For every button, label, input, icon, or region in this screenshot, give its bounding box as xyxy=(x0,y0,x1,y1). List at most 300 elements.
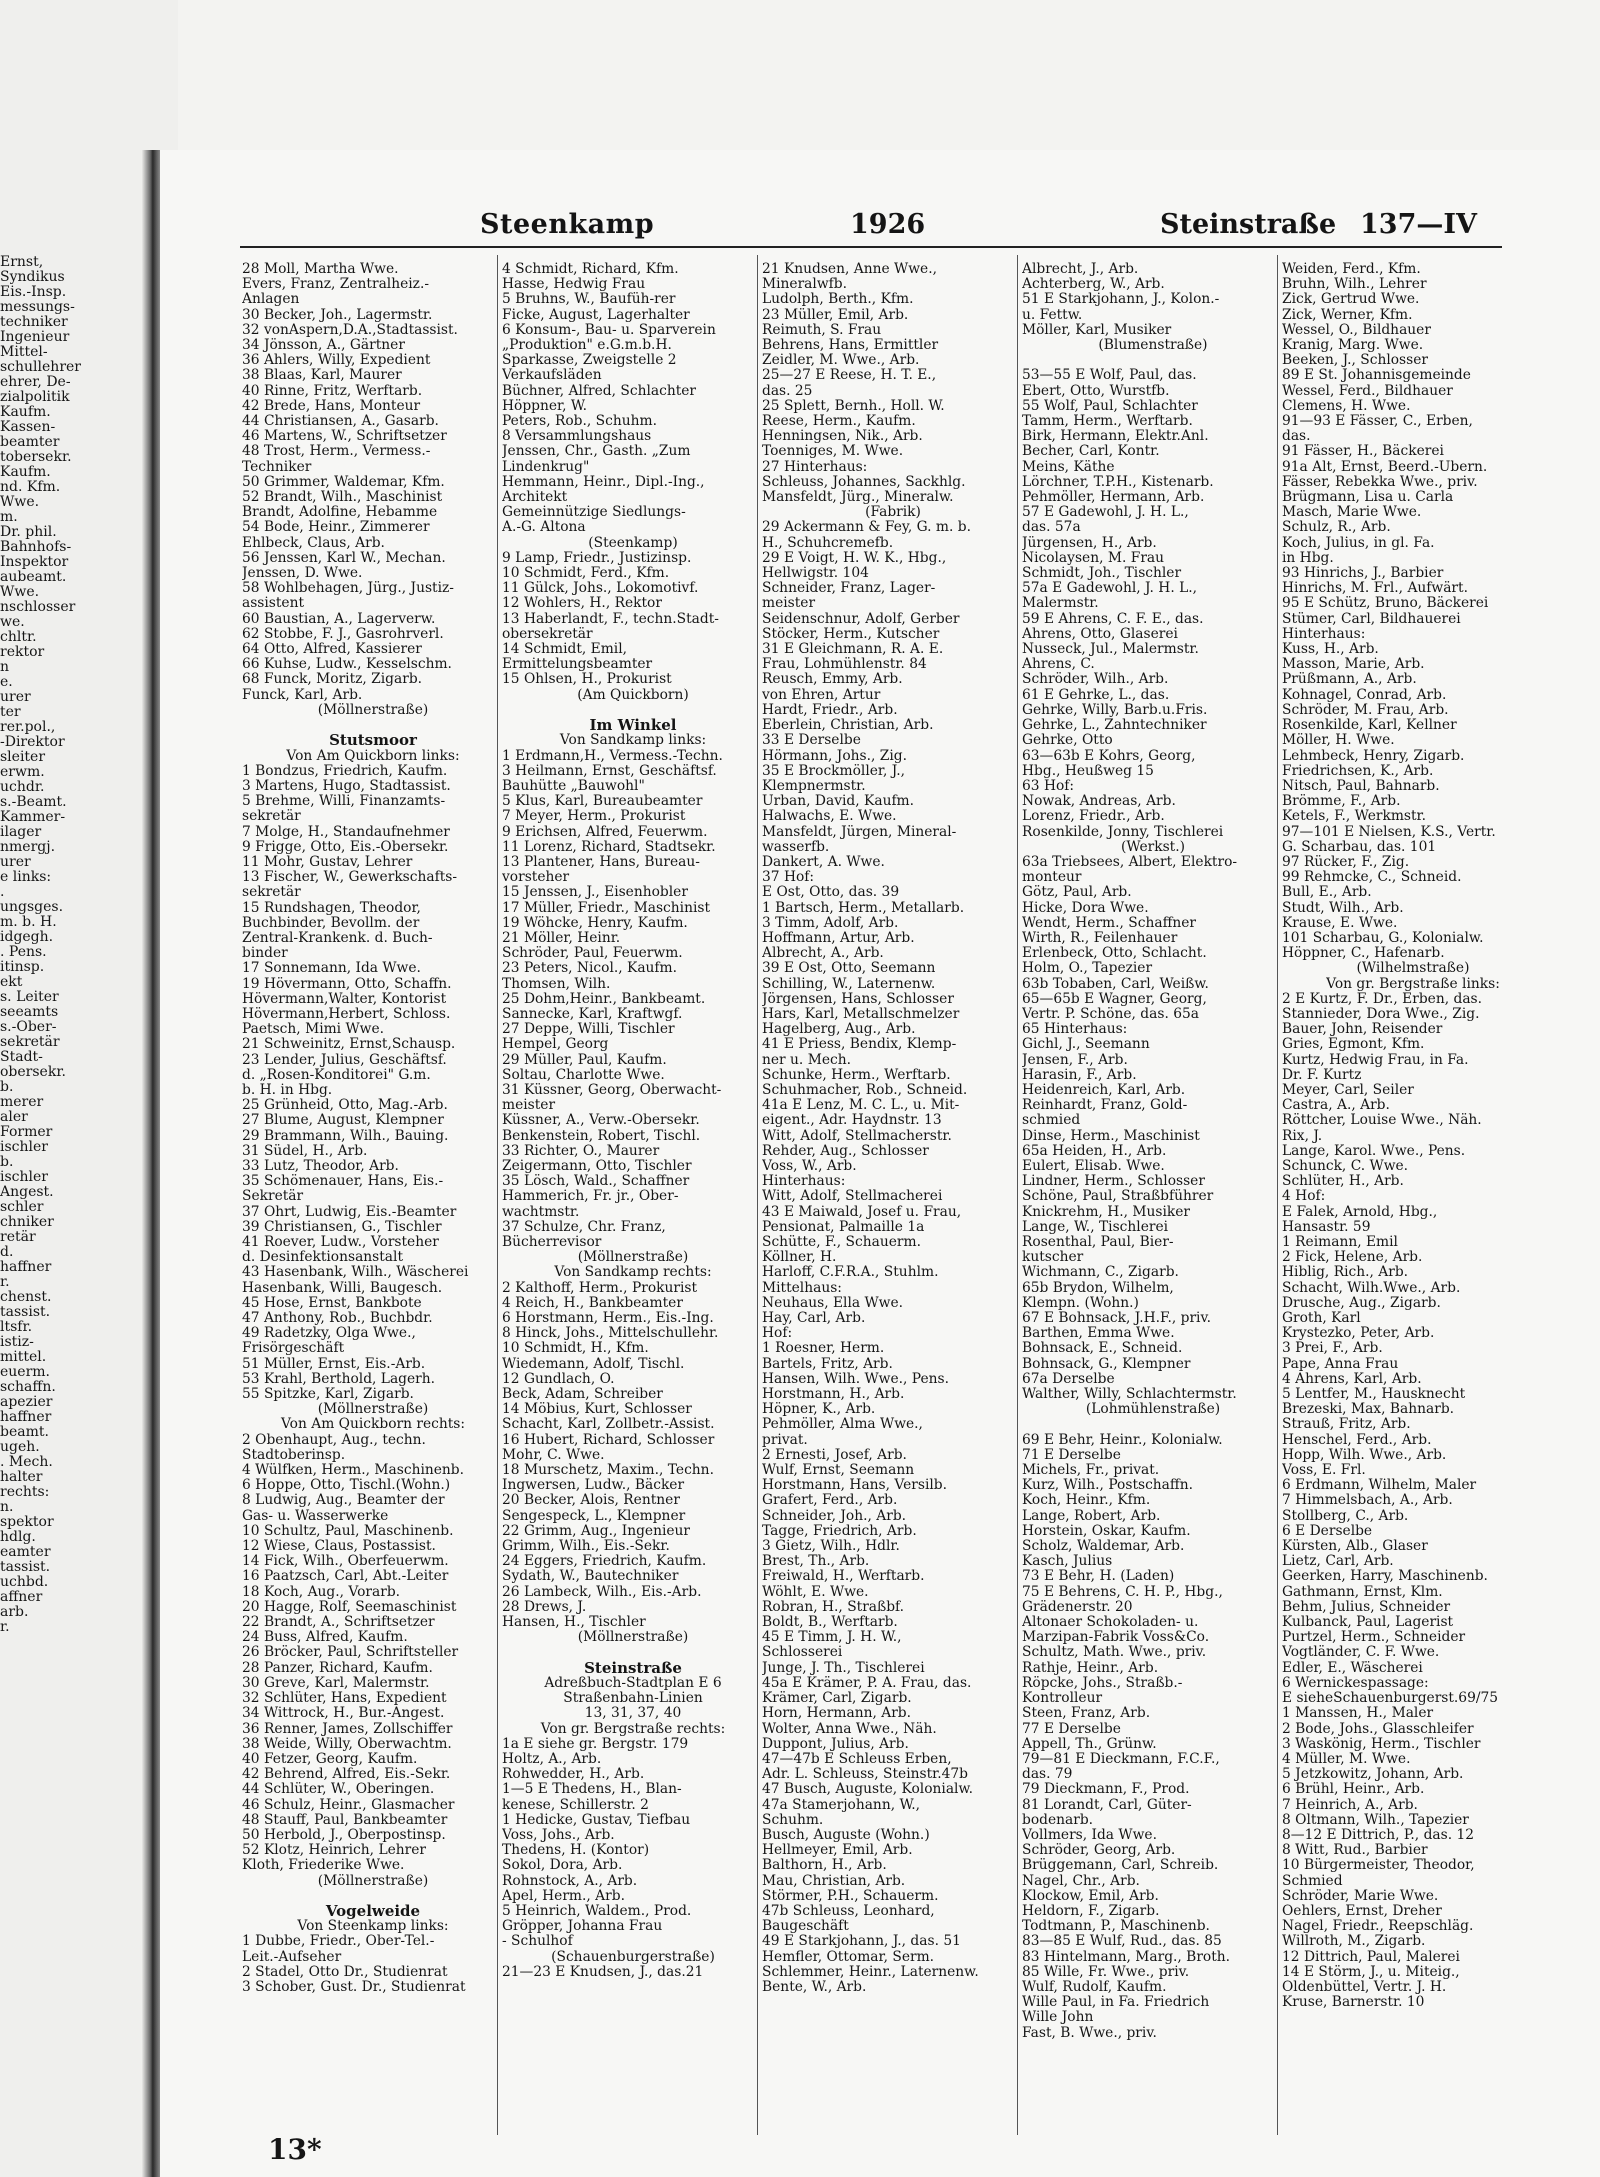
directory-entry: 97—101 E Nielsen, K.S., Vertr. xyxy=(1282,824,1496,840)
directory-entry: Nagel, Friedr., Reepschläg. xyxy=(1282,1919,1474,1935)
left-page-line: nd. Kfm. xyxy=(0,480,61,495)
directory-entry: Von gr. Bergstraße rechts: xyxy=(540,1721,726,1737)
directory-entry: Hellmeyer, Emil, Arb. xyxy=(762,1843,913,1859)
left-page-line: tassist. xyxy=(0,1305,51,1320)
directory-entry: 41a E Lenz, M. C. L., u. Mit- xyxy=(762,1098,960,1114)
directory-entry: (Blumenstraße) xyxy=(1098,338,1208,354)
directory-entry: kutscher xyxy=(1022,1250,1084,1266)
directory-entry: Lörchner, T.P.H., Kistenarb. xyxy=(1022,474,1214,490)
directory-entry: Bohnsack, G., Klempner xyxy=(1022,1356,1191,1372)
left-page-line: euerm. xyxy=(0,1365,51,1380)
directory-entry: Krause, E. Wwe. xyxy=(1282,915,1398,931)
directory-entry: Eberlein, Christian, Arb. xyxy=(762,718,934,734)
left-page-line: istiz- xyxy=(0,1335,34,1350)
left-page-line: schaffn. xyxy=(0,1380,56,1395)
directory-entry: G. Scharbau, das. 101 xyxy=(1282,839,1437,855)
directory-entry: Bente, W., Arb. xyxy=(762,1979,867,1995)
directory-entry: das. 25 xyxy=(762,383,813,399)
directory-entry: meister xyxy=(502,1098,556,1114)
directory-entry: 14 Möbius, Kurt, Schlosser xyxy=(502,1402,692,1418)
directory-entry: 64 Otto, Alfred, Kassierer xyxy=(242,642,422,658)
directory-entry: Stannieder, Dora Wwe., Zig. xyxy=(1282,1006,1480,1022)
directory-column-3 xyxy=(762,262,1024,2132)
left-page-line: uchdr. xyxy=(0,780,45,795)
directory-entry: (Fabrik) xyxy=(865,505,921,521)
directory-entry: privat. xyxy=(762,1432,808,1448)
directory-entry: 58 Wohlbehagen, Jürg., Justiz- xyxy=(242,581,454,597)
directory-entry: E Falek, Arnold, Hbg., xyxy=(1282,1204,1438,1220)
directory-entry: 85 Wille, Fr. Wwe., priv. xyxy=(1022,1964,1190,1980)
directory-entry: 3 Waskönig, Herm., Tischler xyxy=(1282,1736,1481,1752)
directory-entry: Büchner, Alfred, Schlachter xyxy=(502,383,697,399)
directory-entry: (Am Quickborn) xyxy=(577,687,689,703)
directory-entry xyxy=(1022,1417,1284,1432)
directory-entry: Halwachs, E. Wwe. xyxy=(762,809,897,825)
directory-entry: 71 E Derselbe xyxy=(1022,1447,1121,1463)
directory-entry: Wessel, Ferd., Bildhauer xyxy=(1282,383,1453,399)
directory-entry: 50 Grimmer, Waldemar, Kfm. xyxy=(242,474,445,490)
directory-entry: Brügmann, Lisa u. Carla xyxy=(1282,490,1454,506)
directory-entry: Clemens, H. Wwe. xyxy=(1282,398,1411,414)
directory-entry: 32 Schlüter, Hans, Expedient xyxy=(242,1691,447,1707)
directory-entry: Wendt, Herm., Schaffner xyxy=(1022,915,1197,931)
directory-entry: 7 Molge, H., Standaufnehmer xyxy=(242,824,450,840)
directory-entry: Robran, H., Straßbf. xyxy=(762,1599,905,1615)
directory-entry: 4 Hof: xyxy=(1282,1189,1326,1205)
left-page-line: idgegh. xyxy=(0,930,54,945)
directory-entry: 6 Erdmann, Wilhelm, Maler xyxy=(1282,1478,1477,1494)
directory-entry: 13 Haberlandt, F., techn.Stadt- xyxy=(502,611,719,627)
directory-entry: Rohwedder, H., Arb. xyxy=(502,1767,645,1783)
left-page-line: . Mech. xyxy=(0,1455,53,1470)
directory-entry: Walther, Willy, Schlachtermstr. xyxy=(1022,1387,1237,1403)
directory-entry: Rix, J. xyxy=(1282,1128,1323,1144)
directory-entry: Schacht, Wilh.Wwe., Arb. xyxy=(1282,1280,1461,1296)
directory-entry: Vertr. P. Schöne, das. 65a xyxy=(1022,1006,1199,1022)
header-page-number: 137—IV xyxy=(1360,209,1477,240)
directory-entry: 2 E Kurtz, F. Dr., Erben, das. xyxy=(1282,991,1483,1007)
directory-entry: Erlenbeck, Otto, Schlacht. xyxy=(1022,946,1207,962)
directory-entry: Altonaer Schokoladen- u. xyxy=(1022,1615,1199,1631)
directory-entry: Toenniges, M. Wwe. xyxy=(762,444,904,460)
directory-entry: Höpner, K., Arb. xyxy=(762,1402,876,1418)
left-page-line: beamt. xyxy=(0,1425,49,1440)
directory-entry: Duppont, Julius, Arb. xyxy=(762,1736,909,1752)
directory-entry: Hiblig, Rich., Arb. xyxy=(1282,1265,1409,1281)
directory-entry: 37 Schulze, Chr. Franz, xyxy=(502,1219,666,1235)
directory-entry: Kruse, Barnerstr. 10 xyxy=(1282,1995,1425,2011)
directory-entry: Steen, Franz, Arb. xyxy=(1022,1706,1151,1722)
directory-entry: Stöcker, Herm., Kutscher xyxy=(762,626,940,642)
directory-entry: - Schulhof xyxy=(502,1934,573,1950)
left-page-line: e links: xyxy=(0,870,52,885)
directory-entry: 46 Schulz, Heinr., Glasmacher xyxy=(242,1797,455,1813)
directory-entry: 44 Schlüter, W., Oberingen. xyxy=(242,1782,435,1798)
directory-entry: Kloth, Friederike Wwe. xyxy=(242,1858,405,1874)
directory-entry: 25 Dohm,Heinr., Bankbeamt. xyxy=(502,991,706,1007)
directory-entry: 34 Wittrock, H., Bur.-Angest. xyxy=(242,1706,445,1722)
directory-entry: Lorenz, Friedr., Arb. xyxy=(1022,809,1165,825)
directory-entry: Mohr, C. Wwe. xyxy=(502,1447,605,1463)
directory-entry: Brömme, F., Arb. xyxy=(1282,794,1401,810)
left-page-line: ungsges. xyxy=(0,900,64,915)
directory-entry: Schlosserei xyxy=(762,1645,843,1661)
left-page-line: d. xyxy=(0,1245,14,1260)
directory-entry: Wulf, Rudolf, Kaufm. xyxy=(1022,1979,1167,1995)
left-page-line: rektor xyxy=(0,645,45,660)
left-page-line: itinsp. xyxy=(0,960,45,975)
directory-entry: 13 Fischer, W., Gewerkschafts- xyxy=(242,870,457,886)
directory-entry: Oldenbüttel, Vertr. J. H. xyxy=(1282,1979,1447,1995)
directory-entry: 99 Rehmcke, C., Schneid. xyxy=(1282,870,1462,886)
directory-entry: Rehder, Aug., Schlosser xyxy=(762,1143,929,1159)
directory-entry: das. xyxy=(1282,429,1311,445)
directory-entry: wasserfb. xyxy=(762,839,830,855)
directory-entry: Adreßbuch-Stadtplan E 6 xyxy=(544,1675,722,1691)
left-page-line: s.-Ober- xyxy=(0,1020,57,1035)
directory-entry: Lange, W., Tischlerei xyxy=(1022,1219,1169,1235)
left-page-line: seeamts xyxy=(0,1005,59,1020)
directory-entry: 33 E Derselbe xyxy=(762,733,861,749)
directory-entry: 8 Ludwig, Aug., Beamter der xyxy=(242,1493,445,1509)
directory-entry: Schulz, R., Arb. xyxy=(1282,520,1391,536)
left-page-line: haffner xyxy=(0,1410,52,1425)
directory-entry: 57 E Gadewohl, J. H. L., xyxy=(1022,505,1189,521)
directory-entry: Barthen, Emma Wwe. xyxy=(1022,1326,1175,1342)
directory-entry: Adr. L. Schleuss, Steinstr.47b xyxy=(762,1767,968,1783)
directory-entry: Ahrens, Otto, Glaserei xyxy=(1022,626,1178,642)
left-page-line: . xyxy=(0,885,5,900)
directory-entry: Grafert, Ferd., Arb. xyxy=(762,1493,898,1509)
directory-entry: Scholz, Waldemar, Arb. xyxy=(1022,1539,1185,1555)
directory-entry: Ketels, F., Werkmstr. xyxy=(1282,809,1427,825)
left-page-line: b. xyxy=(0,1080,14,1095)
directory-entry: Lange, Robert, Arb. xyxy=(1022,1508,1161,1524)
directory-entry: Mansfeldt, Jürgen, Mineral- xyxy=(762,824,957,840)
directory-entry: 91 Fässer, H., Bäckerei xyxy=(1282,444,1444,460)
directory-entry: Höppner, W. xyxy=(502,398,588,414)
directory-entry: Thedens, H. (Kontor) xyxy=(502,1843,650,1859)
directory-entry: Soltau, Charlotte Wwe. xyxy=(502,1067,665,1083)
directory-entry: 17 Müller, Friedr., Maschinist xyxy=(502,900,710,916)
directory-entry: Jensen, F., Arb. xyxy=(1022,1052,1128,1068)
directory-entry: Wichmann, C., Zigarb. xyxy=(1022,1265,1179,1281)
directory-entry: 89 E St. Johannisgemeinde xyxy=(1282,368,1471,384)
directory-entry: Neuhaus, Ella Wwe. xyxy=(762,1295,904,1311)
directory-entry: Sannecke, Karl, Kraftwgf. xyxy=(502,1006,683,1022)
left-page-line: uchbd. xyxy=(0,1575,49,1590)
directory-entry: Sparkasse, Zweigstelle 2 xyxy=(502,353,677,369)
directory-entry: 29 Ackermann & Fey, G. m. b. xyxy=(762,520,971,536)
directory-entry: (Lohmühlenstraße) xyxy=(1085,1402,1221,1418)
directory-entry: 69 E Behr, Heinr., Kolonialw. xyxy=(1022,1432,1223,1448)
directory-entry: Mineralwfb. xyxy=(762,277,847,293)
directory-entry: Meins, Käthe xyxy=(1022,459,1115,475)
left-page-line: rechts: xyxy=(0,1485,50,1500)
directory-entry: Masson, Marie, Arb. xyxy=(1282,657,1425,673)
directory-entry: 14 Fick, Wilh., Oberfeuerwm. xyxy=(242,1554,449,1570)
directory-entry: Schuhm. xyxy=(762,1812,824,1828)
directory-entry: 62 Stobbe, F. J., Gasrohrverl. xyxy=(242,626,444,642)
directory-entry: Reusch, Emmy, Arb. xyxy=(762,672,903,688)
directory-entry: 21 Möller, Heinr. xyxy=(502,930,621,946)
left-page-line: nmergj. xyxy=(0,840,56,855)
left-page-line: rer.pol., xyxy=(0,720,56,735)
directory-entry: Eulert, Elisab. Wwe. xyxy=(1022,1158,1165,1174)
left-page-line: s.-Beamt. xyxy=(0,795,67,810)
directory-entry: Schmidt, Joh., Tischler xyxy=(1022,566,1182,582)
directory-entry: 12 Wiese, Claus, Postassist. xyxy=(242,1539,436,1555)
section-heading: Im Winkel xyxy=(589,718,677,734)
directory-entry: 35 E Brockmöller, J., xyxy=(762,763,905,779)
directory-entry: Sydath, W., Bautechniker xyxy=(502,1569,679,1585)
directory-entry: 28 Panzer, Richard, Kaufm. xyxy=(242,1660,433,1676)
directory-entry: 75 E Behrens, C. H. P., Hbg., xyxy=(1022,1584,1223,1600)
directory-entry: 83 Hintelmann, Marg., Broth. xyxy=(1022,1949,1231,1965)
directory-entry: Studt, Wilh., Arb. xyxy=(1282,900,1404,916)
directory-entry: 29 Müller, Paul, Kaufm. xyxy=(502,1052,667,1068)
directory-entry: Mau, Christian, Arb. xyxy=(762,1873,906,1889)
directory-entry: Urban, David, Kaufm. xyxy=(762,794,915,810)
left-page-line: . Pens. xyxy=(0,945,47,960)
directory-entry: Funck, Karl, Arb. xyxy=(242,687,363,703)
directory-entry: Gichl, J., Seemann xyxy=(1022,1037,1150,1053)
directory-entry: 18 Koch, Aug., Vorarb. xyxy=(242,1584,401,1600)
directory-entry: 13 Plantener, Hans, Bureau- xyxy=(502,854,700,870)
directory-entry: 19 Wöhcke, Henry, Kaufm. xyxy=(502,915,688,931)
directory-entry: Achterberg, W., Arb. xyxy=(1022,277,1165,293)
directory-entry: das. 57a xyxy=(1022,520,1081,536)
directory-entry: Fast, B. Wwe., priv. xyxy=(1022,2025,1157,2041)
directory-entry: Frau, Lohmühlenstr. 84 xyxy=(762,657,927,673)
left-page-line: Wwe. xyxy=(0,585,40,600)
directory-entry: Hagelberg, Aug., Arb. xyxy=(762,1022,916,1038)
directory-entry: 10 Schmidt, H., Kfm. xyxy=(502,1341,649,1357)
directory-entry: Rosenthal, Paul, Bier- xyxy=(1022,1235,1174,1250)
directory-entry: 46 Martens, W., Schriftsetzer xyxy=(242,429,447,445)
directory-entry: 57a E Gadewohl, J. H. L., xyxy=(1022,581,1198,597)
directory-entry: Witt, Adolf, Stellmacherei xyxy=(762,1189,943,1205)
directory-entry: „Produktion" e.G.m.b.H. xyxy=(502,338,672,354)
left-page-line: ltsfr. xyxy=(0,1320,33,1335)
directory-entry: Hemfler, Ottomar, Serm. xyxy=(762,1949,935,1965)
section-heading: Steinstraße xyxy=(584,1660,682,1676)
directory-entry: Schunck, C. Wwe. xyxy=(1282,1158,1409,1174)
directory-entry: 6 Wernickespassage: xyxy=(1282,1675,1429,1691)
directory-entry: 23 Müller, Emil, Arb. xyxy=(762,307,909,323)
directory-entry: 10 Bürgermeister, Theodor, xyxy=(1282,1858,1475,1874)
directory-entry: 22 Brandt, A., Schriftsetzer xyxy=(242,1615,435,1631)
directory-entry: Rohnstock, A., Arb. xyxy=(502,1873,638,1889)
left-page-line: ehrer, De- xyxy=(0,375,71,390)
directory-entry: 7 Himmelsbach, A., Arb. xyxy=(1282,1493,1453,1509)
directory-entry: Hicke, Dora Wwe. xyxy=(1022,900,1149,916)
directory-entry: 37 Ohrt, Ludwig, Eis.-Beamter xyxy=(242,1204,457,1220)
directory-entry: meister xyxy=(762,596,816,612)
directory-entry: kenese, Schillerstr. 2 xyxy=(502,1797,649,1813)
left-page-line: techniker xyxy=(0,315,68,330)
directory-entry: Mittelhaus: xyxy=(762,1280,842,1296)
directory-entry: Balthorn, H., Arb. xyxy=(762,1858,887,1874)
directory-entry: Rosenkilde, Jonny, Tischlerei xyxy=(1022,824,1224,840)
directory-entry: Schütte, F., Schauerm. xyxy=(762,1235,921,1250)
directory-entry: 16 Hubert, Richard, Schlosser xyxy=(502,1432,715,1448)
directory-entry: Hasenbank, Willi, Baugesch. xyxy=(242,1280,443,1296)
directory-entry: 10 Schmidt, Ferd., Kfm. xyxy=(502,566,670,582)
directory-entry: 38 Weide, Willy, Oberwachtm. xyxy=(242,1736,452,1752)
directory-entry: Holtz, A., Arb. xyxy=(502,1751,602,1767)
left-page-line: Bahnhofs- xyxy=(0,540,72,555)
directory-entry: E Ost, Otto, das. 39 xyxy=(762,885,900,901)
directory-entry: Hövermann,Herbert, Schloss. xyxy=(242,1006,451,1022)
directory-entry: Schröder, Wilh., Arb. xyxy=(1022,672,1169,688)
directory-entry: Albrecht, A., Arb. xyxy=(762,946,884,962)
left-page-line: schullehrer xyxy=(0,360,81,375)
directory-entry: 81 Lorandt, Carl, Güter- xyxy=(1022,1797,1192,1813)
directory-entry: Holm, O., Tapezier xyxy=(1022,961,1153,977)
directory-entry: Von Sandkamp rechts: xyxy=(554,1265,712,1281)
left-page-line: sekretär xyxy=(0,1035,60,1050)
directory-entry: 1 Dubbe, Friedr., Ober-Tel.- xyxy=(242,1934,435,1950)
directory-entry: 39 E Ost, Otto, Seemann xyxy=(762,961,936,977)
directory-entry: 1 Erdmann,H., Vermess.-Techn. xyxy=(502,748,723,764)
directory-entry: sekretär xyxy=(242,885,301,901)
directory-entry: Pape, Anna Frau xyxy=(1282,1356,1399,1372)
directory-entry: 15 Ohlsen, H., Prokurist xyxy=(502,672,672,688)
directory-entry: 5 Jetzkowitz, Johann, Arb. xyxy=(1282,1767,1464,1783)
directory-entry: 11 Lorenz, Richard, Stadtsekr. xyxy=(502,839,716,855)
directory-entry: wachtmstr. xyxy=(502,1204,580,1220)
directory-entry: Hbg., Heußweg 15 xyxy=(1022,763,1154,779)
left-page-line: spektor xyxy=(0,1515,54,1530)
directory-entry: H., Schuhcremefb. xyxy=(762,535,894,551)
directory-entry: Horstmann, H., Arb. xyxy=(762,1387,905,1403)
directory-entry: 3 Timm, Adolf, Arb. xyxy=(762,915,899,931)
directory-entry: Seidenschnur, Adolf, Gerber xyxy=(762,611,960,627)
directory-entry: 45a E Krämer, P. A. Frau, das. xyxy=(762,1675,972,1691)
left-page-line: affner xyxy=(0,1590,43,1605)
directory-entry: Schlüter, H., Arb. xyxy=(1282,1174,1404,1190)
directory-entry: 28 Moll, Martha Wwe. xyxy=(242,262,399,277)
directory-entry: 35 Lösch, Wald., Schaffner xyxy=(502,1174,690,1190)
directory-entry: Rosenkilde, Karl, Kellner xyxy=(1282,718,1457,734)
directory-entry: 48 Stauff, Paul, Bankbeamter xyxy=(242,1812,448,1828)
left-page-line: ter xyxy=(0,705,21,720)
directory-entry: 9 Frigge, Otto, Eis.-Obersekr. xyxy=(242,839,449,855)
directory-entry: 44 Christiansen, A., Gasarb. xyxy=(242,414,439,430)
page-header xyxy=(480,205,1495,241)
directory-entry: 40 Rinne, Fritz, Werftarb. xyxy=(242,383,423,399)
directory-entry: 1 Bondzus, Friedrich, Kaufm. xyxy=(242,763,448,779)
directory-entry: 23 Peters, Nicol., Kaufm. xyxy=(502,961,678,977)
directory-entry: Schröder, Marie Wwe. xyxy=(1282,1888,1439,1904)
left-page-line: Kammer- xyxy=(0,810,66,825)
directory-entry: 3 Gietz, Wilh., Hdlr. xyxy=(762,1539,900,1555)
directory-entry: Schmied xyxy=(1282,1873,1343,1889)
directory-entry: 18 Murschetz, Maxim., Techn. xyxy=(502,1463,714,1479)
directory-entry: Witt, Adolf, Stellmacherstr. xyxy=(762,1128,952,1144)
directory-entry: Harloff, C.F.R.A., Stuhlm. xyxy=(762,1265,939,1281)
directory-entry: 30 Becker, Joh., Lagermstr. xyxy=(242,307,433,323)
directory-entry: Stadtoberinsp. xyxy=(242,1447,346,1463)
directory-entry: Gehrke, L., Zahntechniker xyxy=(1022,718,1207,734)
directory-entry: Höppner, C., Hafenarb. xyxy=(1282,946,1445,962)
directory-entry: Thomsen, Wilh. xyxy=(502,976,611,992)
directory-entry: Benkenstein, Robert, Tischl. xyxy=(502,1128,701,1144)
directory-entry: 45 Hose, Ernst, Bankbote xyxy=(242,1295,422,1311)
left-page-line: schler xyxy=(0,1200,44,1215)
directory-entry: Schultz, Math. Wwe., priv. xyxy=(1022,1645,1207,1661)
directory-entry: Bauhütte „Bauwohl" xyxy=(502,778,645,794)
directory-entry: Harasin, F., Arb. xyxy=(1022,1067,1137,1083)
left-page-line: aubeamt. xyxy=(0,570,67,585)
directory-entry: 2 Ernesti, Josef, Arb. xyxy=(762,1447,907,1463)
directory-entry: Edler, E., Wäscherei xyxy=(1282,1660,1423,1676)
directory-entry: Gemeinnützige Siedlungs- xyxy=(502,505,686,521)
directory-entry: 43 Hasenbank, Wilh., Wäscherei xyxy=(242,1265,469,1281)
directory-entry: Prüßmann, A., Arb. xyxy=(1282,672,1417,688)
directory-entry: Todtmann, P., Maschinenb. xyxy=(1022,1919,1210,1935)
directory-entry: Gehrke, Otto xyxy=(1022,733,1113,749)
directory-entry: Verkaufsläden xyxy=(502,368,602,384)
directory-entry: Kranig, Marg. Wwe. xyxy=(1282,338,1424,354)
directory-entry: Frisörgeschäft xyxy=(242,1341,345,1357)
left-page-line: we. xyxy=(0,615,25,630)
directory-entry: Zick, Werner, Kfm. xyxy=(1282,307,1413,323)
directory-entry: Schneider, Joh., Arb. xyxy=(762,1508,907,1524)
directory-entry: Grimm, Wilh., Eis.-Sekr. xyxy=(502,1539,670,1555)
directory-entry: 25—27 E Reese, H. T. E., xyxy=(762,368,937,384)
directory-entry: 65—65b E Wagner, Georg, xyxy=(1022,991,1207,1007)
directory-entry: 39 Christiansen, G., Tischler xyxy=(242,1219,442,1235)
directory-entry: Wöhlt, E. Wwe. xyxy=(762,1584,869,1600)
directory-entry: Bruhn, Wilh., Lehrer xyxy=(1282,277,1427,293)
directory-entry: 77 E Derselbe xyxy=(1022,1721,1121,1737)
directory-entry: 1—5 E Thedens, H., Blan- xyxy=(502,1782,682,1798)
directory-entry: Bartels, Fritz, Arb. xyxy=(762,1356,893,1372)
directory-entry: Von Steenkamp links: xyxy=(297,1919,449,1935)
directory-entry: Schlemmer, Heinr., Laternenw. xyxy=(762,1964,979,1980)
directory-entry: d. „Rosen-Konditorei" G.m. xyxy=(242,1067,431,1083)
directory-entry: Hansen, H., Tischler xyxy=(502,1615,646,1631)
directory-entry: Kulbanck, Paul, Lagerist xyxy=(1282,1615,1454,1631)
directory-entry: 21—23 E Knudsen, J., das.21 xyxy=(502,1964,704,1980)
left-page-line: Stadt- xyxy=(0,1050,43,1065)
directory-entry: Vollmers, Ida Wwe. xyxy=(1022,1827,1157,1843)
left-page-line: n xyxy=(0,660,10,675)
directory-entry: 33 Lutz, Theodor, Arb. xyxy=(242,1158,399,1174)
directory-entry: 17 Sonnemann, Ida Wwe. xyxy=(242,961,421,977)
directory-entry: Lehmbeck, Henry, Zigarb. xyxy=(1282,748,1465,764)
directory-entry: 50 Herbold, J., Oberpostinsp. xyxy=(242,1827,446,1843)
directory-entry: Koch, Heinr., Kfm. xyxy=(1022,1493,1151,1509)
directory-entry: 49 Radetzky, Olga Wwe., xyxy=(242,1326,416,1342)
directory-entry: Wiedemann, Adolf, Tischl. xyxy=(502,1356,685,1372)
directory-entry: Schröder, Paul, Feuerwm. xyxy=(502,946,683,962)
left-page-line: aler xyxy=(0,1110,28,1125)
directory-entry: 7 Meyer, Herm., Prokurist xyxy=(502,809,686,825)
left-page-line: Ingenieur xyxy=(0,330,70,345)
directory-entry: (Möllnerstraße) xyxy=(317,1873,429,1889)
left-page-line: Kaufm. xyxy=(0,405,51,420)
directory-entry: Mansfeldt, Jürg., Mineralw. xyxy=(762,490,954,506)
directory-entry: (Möllnerstraße) xyxy=(577,1630,689,1646)
directory-entry: von Ehren, Artur xyxy=(762,687,881,703)
directory-entry: Zeidler, M. Wwe., Arb. xyxy=(762,353,920,369)
directory-entry: Wolter, Anna Wwe., Näh. xyxy=(762,1721,937,1737)
directory-entry: 31 E Gleichmann, R. A. E. xyxy=(762,642,944,658)
directory-entry: Möller, H. Wwe. xyxy=(1282,733,1395,749)
